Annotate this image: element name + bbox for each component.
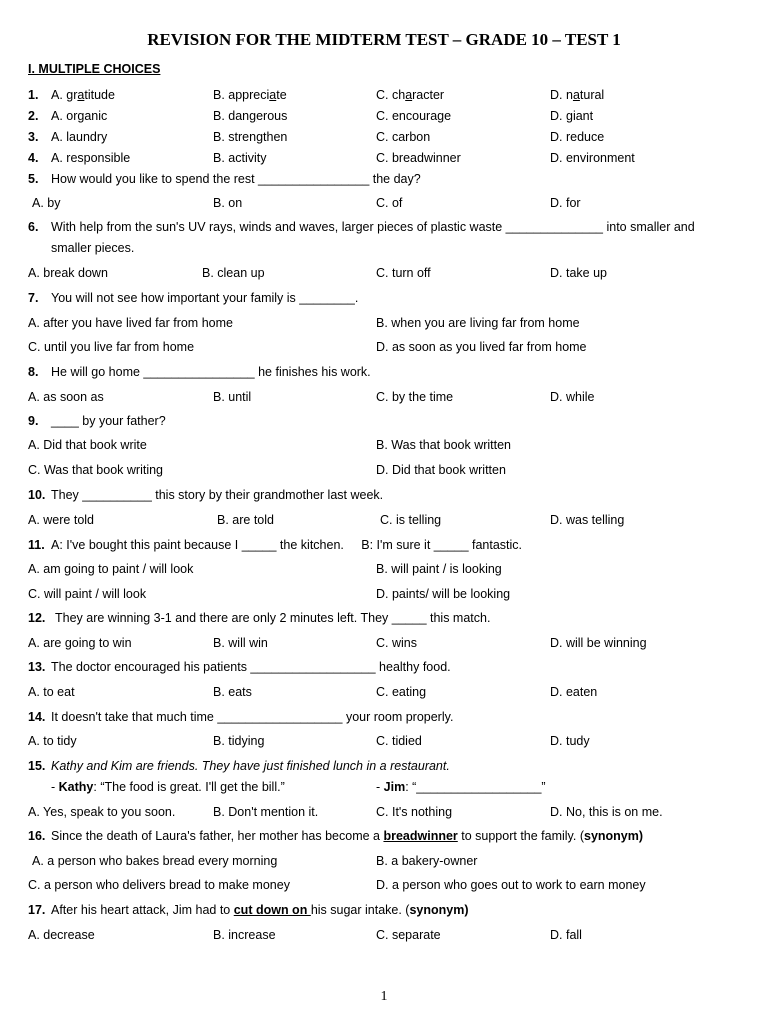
option-b[interactable]: B. a bakery-owner (376, 854, 478, 868)
option-b[interactable]: B. activity (213, 151, 267, 165)
option-c[interactable]: C. turn off (376, 266, 431, 280)
option-c[interactable]: C. until you live far from home (28, 340, 195, 354)
option-a[interactable]: A. organic (51, 109, 108, 123)
question-number: 16. (28, 829, 46, 843)
option-d[interactable]: D. eaten (550, 685, 598, 699)
question-text: They are winning 3-1 and there are only 2 minutes left. They _____ this match. (55, 611, 491, 625)
question-number: 4. (28, 151, 39, 165)
question-text: He will go home ________________ he finishes his work. (51, 365, 371, 379)
option-a[interactable]: A. by (32, 196, 61, 210)
question-text: ____ by your father? (51, 414, 166, 428)
option-a[interactable]: A. laundry (51, 130, 108, 144)
option-d[interactable]: D. natural (550, 88, 605, 102)
question-number: 8. (28, 365, 39, 379)
option-d[interactable]: D. environment (550, 151, 635, 165)
section-heading: I. MULTIPLE CHOICES (28, 62, 161, 76)
option-b[interactable]: B. until (213, 390, 252, 404)
question-number: 7. (28, 291, 39, 305)
option-a[interactable]: A. are going to win (28, 636, 132, 650)
option-c[interactable]: C. It's nothing (376, 805, 453, 819)
option-d[interactable]: D. fall (550, 928, 582, 942)
page-title: REVISION FOR THE MIDTERM TEST – GRADE 10 – TEST 1 (147, 30, 621, 49)
option-a[interactable]: A. gratitude (51, 88, 115, 102)
option-b[interactable]: B. appreciate (213, 88, 287, 102)
option-c[interactable]: C. a person who delivers bread to make money (28, 878, 290, 892)
option-b[interactable]: B. strengthen (213, 130, 288, 144)
option-c[interactable]: C. carbon (376, 130, 431, 144)
option-d[interactable]: D. paints/ will be looking (376, 587, 511, 601)
option-b[interactable]: B. on (213, 196, 243, 210)
option-b[interactable]: B. are told (217, 513, 274, 527)
question-number: 3. (28, 130, 39, 144)
option-b[interactable]: B. will paint / is looking (376, 562, 502, 576)
option-a[interactable]: A. decrease (28, 928, 95, 942)
option-b[interactable]: B. eats (213, 685, 252, 699)
question-text: After his heart attack, Jim had to cut down on his sugar intake. (synonym) (51, 903, 469, 917)
question-text: With help from the sun's UV rays, winds and waves, larger pieces of plastic waste ______________ into smaller and (51, 220, 695, 234)
question-number: 10. (28, 488, 46, 502)
option-b[interactable]: B. dangerous (213, 109, 288, 123)
question-text: How would you like to spend the rest ________________ the day? (51, 172, 421, 186)
question-number: 1. (28, 88, 39, 102)
option-c[interactable]: C. by the time (376, 390, 454, 404)
option-c[interactable]: C. encourage (376, 109, 452, 123)
option-d[interactable]: D. reduce (550, 130, 605, 144)
dialogue-kathy: - Kathy: “The food is great. I'll get the bill.” (51, 780, 285, 794)
option-a[interactable]: A. to tidy (28, 734, 77, 748)
option-c[interactable]: C. eating (376, 685, 427, 699)
option-d[interactable]: D. for (550, 196, 581, 210)
option-c[interactable]: C. is telling (380, 513, 442, 527)
option-d[interactable]: D. a person who goes out to work to earn money (376, 878, 646, 892)
dialogue-jim: - Jim: “__________________” (376, 780, 546, 794)
question-number: 9. (28, 414, 39, 428)
question-number: 12. (28, 611, 46, 625)
option-c[interactable]: C. separate (376, 928, 441, 942)
option-d[interactable]: D. was telling (550, 513, 625, 527)
option-d[interactable]: D. as soon as you lived far from home (376, 340, 587, 354)
question-text: The doctor encouraged his patients __________________ healthy food. (51, 660, 451, 674)
option-a[interactable]: A. responsible (51, 151, 131, 165)
question-text: A: I've bought this paint because I _____ the kitchen. B: I'm sure it _____ fantastic. (51, 538, 523, 552)
question-text: Since the death of Laura's father, her mother has become a breadwinner to support the family. (synonym) (51, 829, 644, 843)
option-b[interactable]: B. tidying (213, 734, 265, 748)
question-number: 11. (28, 538, 45, 552)
question-text-continued: smaller pieces. (51, 241, 135, 255)
option-b[interactable]: B. Don't mention it. (213, 805, 319, 819)
question-text: They __________ this story by their grandmother last week. (51, 488, 384, 502)
option-d[interactable]: D. while (550, 390, 595, 404)
option-d[interactable]: D. tudy (550, 734, 590, 748)
option-a[interactable]: A. as soon as (28, 390, 104, 404)
option-d[interactable]: D. No, this is on me. (550, 805, 663, 819)
option-c[interactable]: C. character (376, 88, 445, 102)
question-text: You will not see how important your family is ________. (51, 291, 359, 305)
option-b[interactable]: B. when you are living far from home (376, 316, 580, 330)
question-number: 15. (28, 759, 46, 773)
question-number: 2. (28, 109, 39, 123)
question-number: 17. (28, 903, 46, 917)
option-b[interactable]: B. increase (213, 928, 276, 942)
question-number: 13. (28, 660, 46, 674)
option-d[interactable]: D. take up (550, 266, 607, 280)
option-c[interactable]: C. wins (376, 636, 417, 650)
keyword: breadwinner (383, 829, 458, 843)
option-d[interactable]: D. will be winning (550, 636, 647, 650)
option-c[interactable]: C. will paint / will look (28, 587, 147, 601)
option-a[interactable]: A. Yes, speak to you soon. (28, 805, 176, 819)
option-c[interactable]: C. breadwinner (376, 151, 461, 165)
option-a[interactable]: A. to eat (28, 685, 75, 699)
question-text: It doesn't take that much time __________________ your room properly. (51, 710, 454, 724)
option-a[interactable]: A. after you have lived far from home (28, 316, 233, 330)
option-c[interactable]: C. Was that book writing (28, 463, 164, 477)
option-c[interactable]: C. of (376, 196, 403, 210)
option-d[interactable]: D. Did that book written (376, 463, 506, 477)
option-b[interactable]: B. Was that book written (376, 438, 512, 452)
question-number: 5. (28, 172, 39, 186)
option-b[interactable]: B. will win (213, 636, 268, 650)
page-number: 1 (380, 989, 388, 1004)
option-b[interactable]: B. clean up (202, 266, 265, 280)
question-number: 6. (28, 220, 39, 234)
option-c[interactable]: C. tidied (376, 734, 422, 748)
option-a[interactable]: A. were told (28, 513, 95, 527)
option-a[interactable]: A. a person who bakes bread every morning (32, 854, 278, 868)
option-a[interactable]: A. break down (28, 266, 108, 280)
option-a[interactable]: A. Did that book write (28, 438, 147, 452)
option-d[interactable]: D. giant (550, 109, 594, 123)
question-number: 14. (28, 710, 46, 724)
option-a[interactable]: A. am going to paint / will look (28, 562, 194, 576)
keyword: cut down on (233, 903, 311, 917)
question-context: Kathy and Kim are friends. They have just finished lunch in a restaurant. (51, 759, 450, 773)
